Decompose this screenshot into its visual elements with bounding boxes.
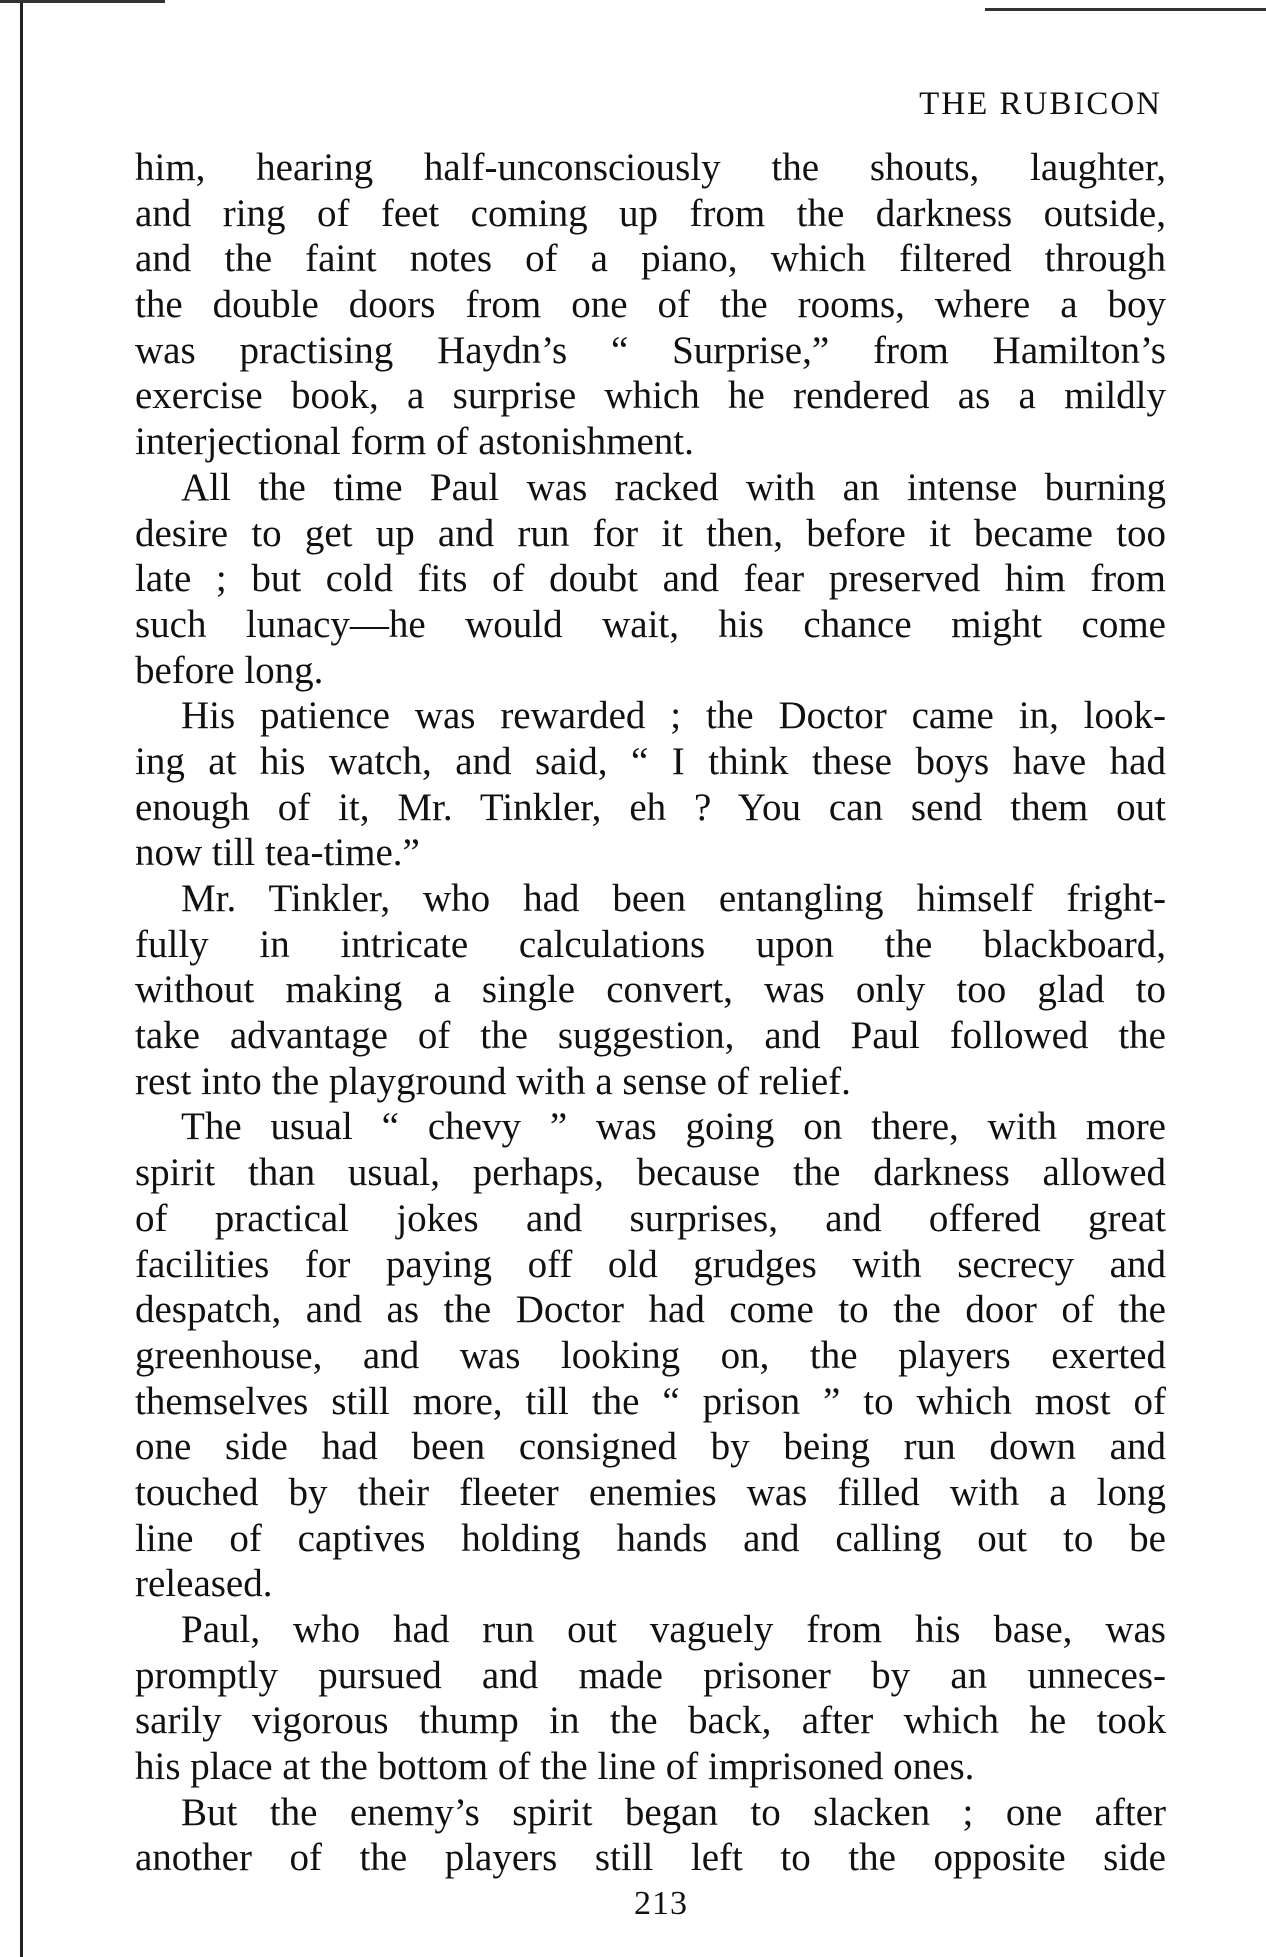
page-number: 213 (634, 1885, 688, 1922)
text-line: ing at his watch, and said, “ I think these boys have had (135, 739, 1166, 783)
text-line: greenhouse, and was looking on, the players exerted (135, 1333, 1166, 1377)
text-line: another of the players still left to the opposite side (135, 1836, 1166, 1880)
text-line: themselves still more, till the “ prison ” to which most of (135, 1379, 1166, 1423)
top-edge-rule (985, 8, 1266, 11)
text-line: fully in intricate calculations upon the blackboard, (135, 922, 1166, 966)
text-line: despatch, and as the Doctor had come to the door of the (135, 1288, 1166, 1332)
text-line: His patience was rewarded ; the Doctor came in, look- (181, 694, 1166, 738)
text-line: sarily vigorous thump in the back, after which he took (135, 1699, 1166, 1743)
text-line: Paul, who had run out vaguely from his base, was (181, 1608, 1166, 1651)
paragraph (135, 1790, 1166, 1881)
text-line: exercise book, a surprise which he rendered as a mildly (135, 374, 1166, 418)
text-line: enough of it, Mr. Tinkler, eh ? You can send them out (135, 785, 1166, 829)
text-line: All the time Paul was racked with an intense burning (181, 465, 1166, 509)
text-line: was practising Haydn’s “ Surprise,” from Hamilton’s (135, 328, 1166, 372)
text-line: and the faint notes of a piano, which filtered through (135, 237, 1166, 281)
text-line: rest into the playground with a sense of relief. (135, 1059, 851, 1103)
text-line: and ring of feet coming up from the darkness outside, (135, 191, 1166, 235)
text-line: Mr. Tinkler, who had been entangling himself fright- (181, 877, 1166, 920)
text-line: one side had been consigned by being run down and (135, 1425, 1166, 1469)
paragraph (135, 876, 1166, 1104)
text-line: desire to get up and run for it then, before it became too (135, 511, 1166, 555)
running-head: THE RUBICON (919, 86, 1162, 122)
text-line: line of captives holding hands and calling out to be (135, 1516, 1166, 1560)
paragraph (135, 1104, 1166, 1607)
paragraph (135, 145, 1166, 465)
text-line: promptly pursued and made prisoner by an unneces- (135, 1653, 1166, 1697)
paragraph (135, 465, 1166, 693)
page-binding-edge (20, 0, 23, 1957)
text-line: touched by their fleeter enemies was filled with a long (135, 1470, 1166, 1514)
text-line: him, hearing half-unconsciously the shouts, laughter, (135, 146, 1166, 189)
text-line: the double doors from one of the rooms, where a boy (135, 283, 1166, 327)
text-line: spirit than usual, perhaps, because the darkness allowed (135, 1151, 1166, 1195)
top-edge-rule (0, 0, 165, 3)
paragraph (135, 1607, 1166, 1790)
page-body (135, 145, 1166, 1881)
text-line: his place at the bottom of the line of imprisoned ones. (135, 1745, 975, 1789)
paragraph (135, 693, 1166, 876)
text-line: take advantage of the suggestion, and Paul followed the (135, 1014, 1166, 1058)
text-line: of practical jokes and surprises, and offered great (135, 1196, 1166, 1240)
text-line: before long. (135, 648, 324, 692)
text-line: late ; but cold fits of doubt and fear preserved him from (135, 557, 1166, 601)
text-line: without making a single convert, was only too glad to (135, 968, 1166, 1012)
text-line: released. (135, 1562, 273, 1606)
text-line: But the enemy’s spirit began to slacken ; one after (181, 1790, 1166, 1834)
text-line: interjectional form of astonishment. (135, 420, 694, 464)
text-line: now till tea-time.” (135, 831, 420, 875)
text-line: facilities for paying off old grudges with secrecy and (135, 1242, 1166, 1286)
text-line: The usual “ chevy ” was going on there, with more (181, 1105, 1166, 1149)
text-line: such lunacy—he would wait, his chance might come (135, 602, 1166, 646)
